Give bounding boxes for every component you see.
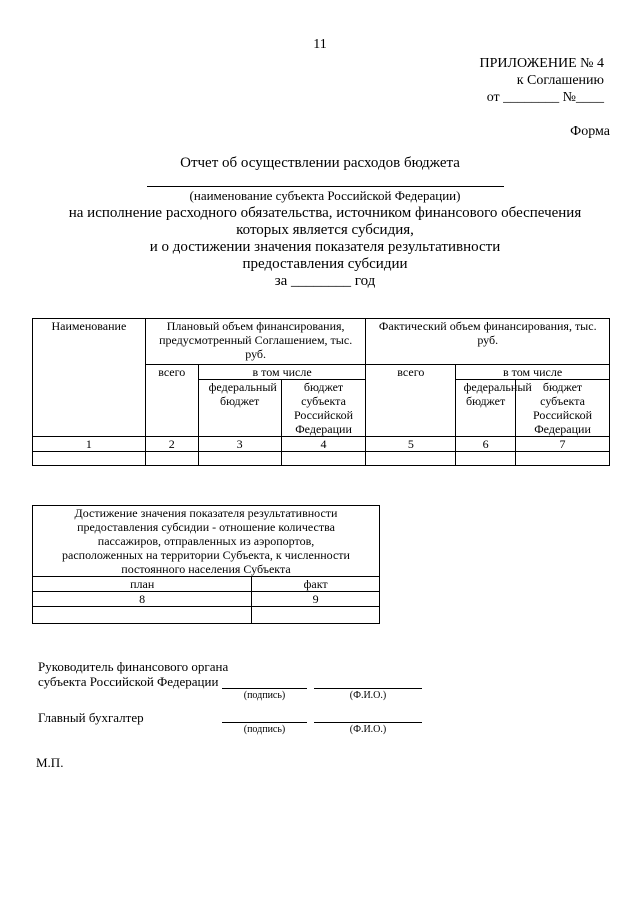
subtitle-line: которых является субсидия, [236, 222, 414, 238]
signature-caption: (подпись) [243, 690, 286, 701]
empty-cell [198, 452, 281, 466]
subtitle-line: на исполнение расходного обязательства, источником финансового обеспечения [68, 205, 582, 221]
col-header-actual-subject: бюджет субъекта Российской Федерации [516, 380, 610, 437]
financing-table [32, 318, 610, 466]
accountant-signature-line[interactable] [222, 722, 307, 723]
fio-caption: (Ф.И.О.) [349, 724, 387, 735]
head-fio-line[interactable] [314, 688, 422, 689]
subtitle-line: предоставления субсидии [242, 256, 408, 272]
empty-cell [456, 452, 516, 466]
stamp-place: М.П. [36, 755, 64, 770]
col-header-actual: Фактический объем финансирования, тыс. руб. [366, 319, 610, 365]
subtitle-line: и о достижении значения показателя результативности [149, 239, 501, 255]
column-number: 4 [281, 437, 366, 452]
column-number: 5 [366, 437, 456, 452]
column-number: 3 [198, 437, 281, 452]
empty-cell [33, 607, 252, 624]
col-header-planned-total: всего [145, 365, 198, 437]
document-subtitle [0, 205, 640, 290]
document-title: Отчет об осуществлении расходов бюджета [180, 155, 460, 171]
table-row-numbers [33, 437, 610, 452]
head-signature-label [38, 659, 228, 689]
column-number: 8 [33, 592, 252, 607]
head-signature-line[interactable] [222, 688, 307, 689]
indicator-header: Достижение значения показателя результативности предоставления субсидии - отношение количества пассажиров, отправленных из аэропортов, расположенных на территории Субъекта, к численности постоянного населения Субъекта [33, 506, 380, 577]
col-header-planned-subject: бюджет субъекта Российской Федерации [281, 380, 366, 437]
col-header-plan: план [33, 577, 252, 592]
col-header-planned-including: в том числе [198, 365, 366, 380]
column-number: 1 [33, 437, 146, 452]
col-header-actual-federal: федеральный бюджет [456, 380, 516, 437]
col-header-planned: Плановый объем финансирования, предусмотренный Соглашением, тыс. руб. [145, 319, 366, 365]
page-number: 11 [313, 37, 327, 52]
form-label: Форма [570, 124, 610, 139]
empty-cell [33, 452, 146, 466]
appendix-header [480, 55, 605, 106]
col-header-name: Наименование [33, 319, 146, 437]
empty-cell [145, 452, 198, 466]
col-header-actual-including: в том числе [456, 365, 610, 380]
column-number: 9 [252, 592, 380, 607]
appendix-line3: от ________ №____ [486, 90, 604, 105]
subject-name-line [147, 186, 504, 187]
column-number: 7 [516, 437, 610, 452]
fio-caption: (Ф.И.О.) [349, 690, 387, 701]
subtitle-line: за ________ год [274, 273, 376, 289]
signature-caption: (подпись) [243, 724, 286, 735]
table-row-empty [33, 452, 610, 466]
accountant-fio-line[interactable] [314, 722, 422, 723]
column-number: 6 [456, 437, 516, 452]
accountant-label: Главный бухгалтер [38, 710, 144, 725]
appendix-line1: ПРИЛОЖЕНИЕ № 4 [479, 56, 604, 71]
empty-cell [252, 607, 380, 624]
col-header-actual-total: всего [366, 365, 456, 437]
head-title-line1: Руководитель финансового органа [38, 659, 229, 674]
empty-cell [516, 452, 610, 466]
appendix-line2: к Соглашению [516, 73, 604, 88]
col-header-fact: факт [252, 577, 380, 592]
empty-cell [281, 452, 366, 466]
empty-cell [366, 452, 456, 466]
column-number: 2 [145, 437, 198, 452]
indicator-table [32, 505, 380, 624]
col-header-planned-federal: федеральный бюджет [198, 380, 281, 437]
subject-name-caption: (наименование субъекта Российской Федерации) [189, 188, 461, 203]
head-title-line2: субъекта Российской Федерации [38, 674, 219, 689]
